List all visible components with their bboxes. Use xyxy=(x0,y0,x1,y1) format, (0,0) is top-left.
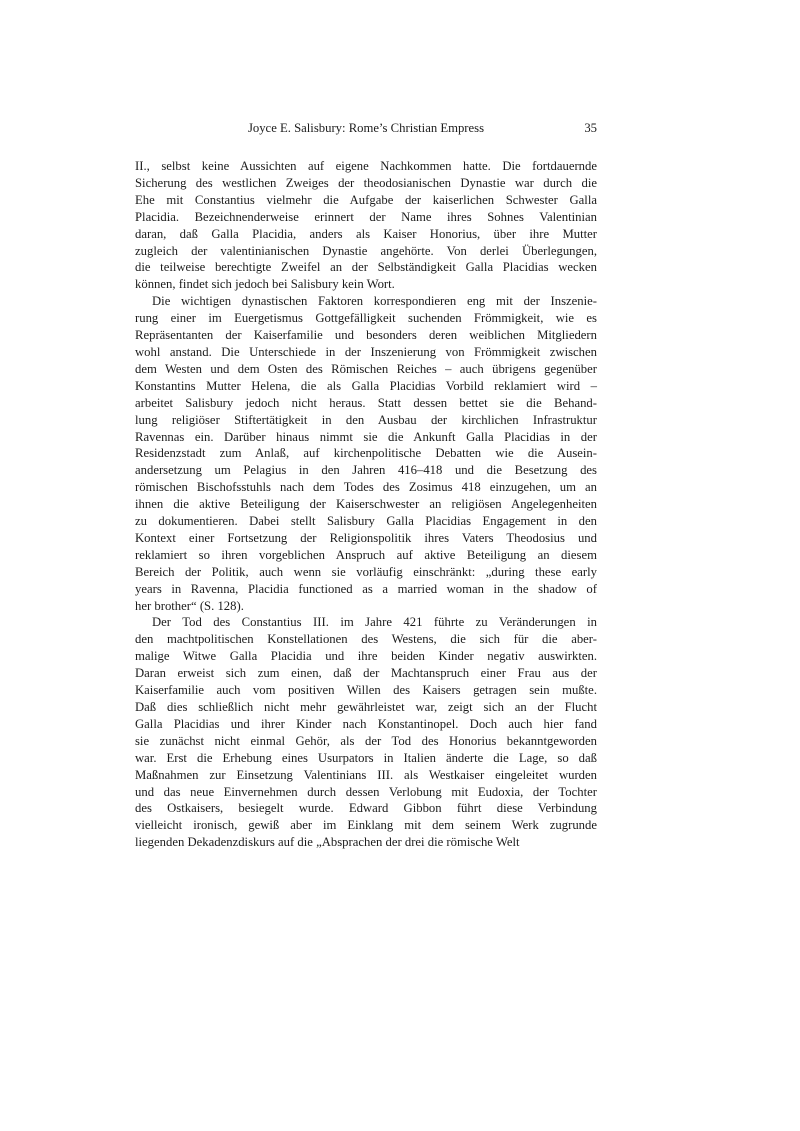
text-line: den machtpolitischen Konstellationen des Westens, die sich für die aber- xyxy=(135,632,597,647)
running-head xyxy=(135,120,597,137)
text-line: II., selbst keine Aussichten auf eigene Nachkommen hatte. Die fortdauernde xyxy=(135,159,597,173)
text-line: Galla Placidias und ihrer Kinder nach Konstantinopel. Doch auch hier fand xyxy=(135,716,597,731)
text-line: Kaiserfamilie auch vom positiven Willen des Kaisers getragen sein mußte. xyxy=(135,683,597,698)
running-head-title: Joyce E. Salisbury: Rome’s Christian Empress xyxy=(247,121,485,135)
text-line: zugleich der valentinianischen Dynastie angehörte. Von derlei Überlegungen, xyxy=(135,243,597,258)
page-body xyxy=(135,158,597,851)
text-line: malige Witwe Galla Placidia und ihre beiden Kinder negativ auswirkten. xyxy=(135,649,597,664)
text-line: sie zunächst nicht einmal Gehör, als der Tod des Honorius bekanntgeworden xyxy=(135,733,597,748)
text-line: Residenzstadt zum Anlaß, auf kirchenpolitische Debatten wie die Ausein- xyxy=(135,446,597,461)
text-line: Daran erweist sich zum einen, daß der Machtanspruch einer Frau aus der xyxy=(135,666,597,681)
text-line: reklamiert so ihren vorgeblichen Anspruch auf aktive Beteiligung an diesem xyxy=(135,547,597,562)
text-line: years in Ravenna, Placidia functioned as a married woman in the shadow of xyxy=(135,581,597,596)
text-line: und das neue Einvernehmen durch dessen Verlobung mit Eudoxia, der Tochter xyxy=(135,784,597,799)
paragraph xyxy=(135,614,597,851)
text-line: Sicherung des westlichen Zweiges der theodosianischen Dynastie war durch die xyxy=(135,175,597,190)
text-line: vielleicht ironisch, gewiß aber im Einklang mit dem seinem Werk zugrunde xyxy=(135,818,597,833)
text-line: die teilweise berechtigte Zweifel an der Selbständigkeit Galla Placidias wecken xyxy=(135,260,597,275)
text-line: können, findet sich jedoch bei Salisbury kein Wort. xyxy=(135,277,395,292)
text-line: daran, daß Galla Placidia, anders als Kaiser Honorius, über ihre Mutter xyxy=(135,226,597,241)
paragraph xyxy=(135,293,597,614)
text-line: wohl anstand. Die Unterschiede in der Inszenierung von Frömmigkeit zwischen xyxy=(135,344,597,359)
page-number: 35 xyxy=(584,121,597,135)
text-line: liegenden Dekadenzdiskurs auf die „Absprachen der drei die römische Welt xyxy=(135,835,520,850)
text-block xyxy=(135,120,597,851)
text-line: rung einer im Euergetismus Gottgefälligkeit suchenden Frömmigkeit, wie es xyxy=(135,311,597,326)
text-line: Der Tod des Constantius III. im Jahre 421 führte zu Veränderungen in xyxy=(152,615,597,630)
text-line: Maßnahmen zur Einsetzung Valentinians III. als Westkaiser eingeleitet wurden xyxy=(135,767,597,782)
text-line: andersetzung um Pelagius in den Jahren 416–418 und die Besetzung des xyxy=(135,463,597,478)
text-line: Ehe mit Constantius vielmehr die Aufgabe der kaiserlichen Schwester Galla xyxy=(135,192,597,207)
text-line: Ravennas ein. Darüber hinaus nimmt sie die Ankunft Galla Placidias in der xyxy=(135,429,597,444)
text-line: Die wichtigen dynastischen Faktoren korrespondieren eng mit der Inszenie- xyxy=(152,294,597,309)
text-line: dem Westen und dem Osten des Römischen Reiches – auch übrigens gegenüber xyxy=(135,361,597,376)
text-line: zu dokumentieren. Dabei stellt Salisbury Galla Placidias Engagement in den xyxy=(135,514,597,529)
text-line: Daß dies schließlich nicht mehr gewährleistet war, zeigt sich an der Flucht xyxy=(135,700,597,714)
text-line: Bereich der Politik, auch wenn sie vorläufig einschränkt: „during these early xyxy=(135,564,597,579)
paragraph xyxy=(135,158,597,293)
text-line: Konstantins Mutter Helena, die als Galla Placidias Vorbild reklamiert wird – xyxy=(135,378,597,393)
text-line: römischen Bischofsstuhls nach dem Todes des Zosimus 418 einzugehen, um an xyxy=(135,480,597,495)
text-line: war. Erst die Erhebung eines Usurpators in Italien änderte die Lage, so daß xyxy=(135,750,597,765)
text-line: arbeitet Salisbury jedoch nicht heraus. Statt dessen bettet sie die Behand- xyxy=(135,395,597,410)
text-line: des Ostkaisers, besiegelt wurde. Edward Gibbon führt diese Verbindung xyxy=(135,801,597,816)
text-line: Placidia. Bezeichnenderweise erinnert der Name ihres Sohnes Valentinian xyxy=(135,209,597,224)
text-line: her brother“ (S. 128). xyxy=(135,598,244,613)
text-line: Kontext einer Fortsetzung der Religionspolitik ihres Vaters Theodosius und xyxy=(135,530,597,545)
text-line: lung religiöser Stiftertätigkeit in den Ausbau der kirchlichen Infrastruktur xyxy=(135,412,597,427)
text-line: ihnen die aktive Beteiligung der Kaiserschwester an religiösen Angelegenheiten xyxy=(135,497,597,512)
text-line: Repräsentanten der Kaiserfamilie und besonders deren weiblichen Mitgliedern xyxy=(135,328,597,343)
